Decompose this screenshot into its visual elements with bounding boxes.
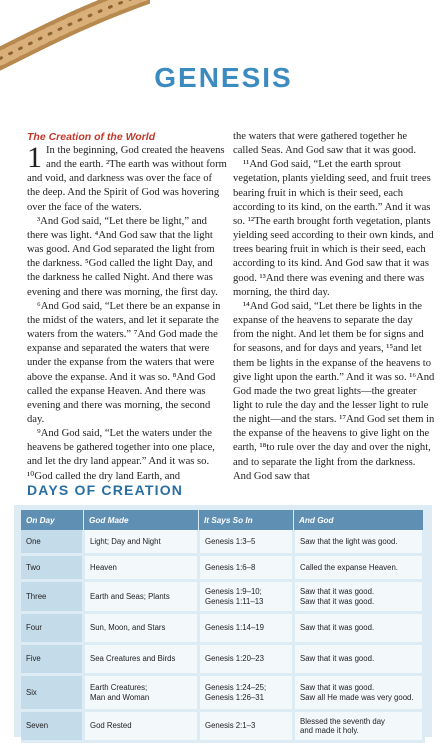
verse-paragraph-5: the waters that were gathered together he called Seas. And God saw that it was good.: [233, 131, 417, 157]
table-row: [21, 555, 424, 581]
god-made-cell: Earth Creatures; Man and Woman: [84, 675, 199, 711]
header-and-god: And God: [294, 510, 424, 530]
and-god-cell: Saw that it was good.: [294, 644, 424, 675]
reference-cell: Genesis 1:9–10; Genesis 1:11–13: [199, 581, 294, 613]
verse-paragraph-4: ⁹And God said, “Let the waters under the heavens be gathered together into one place, and let the dry land appear.” And it was so. ¹⁰God called the dry land Earth, and: [27, 428, 215, 482]
verse-paragraph-2: ³And God said, “Let there be light,” and there was light. ⁴And God saw that the light was good. And God separated the light from the darkness. ⁵God called the light Day, and the darkness he called Night. And there was evening and there was morning, the first day.: [27, 215, 218, 298]
verse-paragraph-1: [27, 141, 227, 215]
left-column: [27, 130, 227, 484]
chapter-number: 1: [27, 141, 42, 174]
reference-cell: Genesis 1:14–19: [199, 613, 294, 644]
god-made-cell: God Rested: [84, 711, 199, 742]
days-of-creation-panel: [14, 505, 432, 737]
table-row: [21, 711, 424, 742]
day-cell: Three: [21, 581, 84, 613]
table-header-row: [21, 510, 424, 530]
day-cell: Seven: [21, 711, 84, 742]
verse-paragraph-7: ¹⁴And God said, “Let there be lights in the expanse of the heavens to separate the day from the night. And let them be for signs and for seasons, and for days and years, ¹⁵and let them be lights in the expanse of the heavens to give light upon the earth.” And it was so. ¹⁶And God made the two great lights—the greater light to rule the day and the lesser light to rule the night—and the stars. ¹⁷And God set them in the expanse of the heavens to give light on the earth, ¹⁸to rule over the day and over the night, and to separate the light from the darkness. And God saw that: [233, 300, 435, 482]
and-god-cell: Saw that the light was good.: [294, 530, 424, 555]
god-made-cell: Heaven: [84, 555, 199, 581]
days-of-creation-table: [21, 510, 425, 743]
section-heading: The Creation of the World: [27, 131, 156, 143]
header-it-says-so-in: It Says So In: [199, 510, 294, 530]
day-cell: One: [21, 530, 84, 555]
and-god-cell: Called the expanse Heaven.: [294, 555, 424, 581]
table-row: [21, 613, 424, 644]
reference-cell: Genesis 1:6–8: [199, 555, 294, 581]
reference-cell: Genesis 2:1–3: [199, 711, 294, 742]
god-made-cell: Earth and Seas; Plants: [84, 581, 199, 613]
reference-cell: Genesis 1:20–23: [199, 644, 294, 675]
table-title: DAYS OF CREATION: [27, 482, 184, 498]
table-row: [21, 581, 424, 613]
header-god-made: God Made: [84, 510, 199, 530]
verse-paragraph-3: ⁶And God said, “Let there be an expanse in the midst of the waters, and let it separate the waters from the waters.” ⁷And God made the expanse and separated the waters that were under the expanse from the waters that were above the expanse. And it was so. ⁸And God called the expanse Heaven. And there was evening and there was morning, the second day.: [27, 300, 221, 425]
table-row: [21, 675, 424, 711]
and-god-cell: Saw that it was good. Saw all He made was very good.: [294, 675, 424, 711]
god-made-cell: Sun, Moon, and Stars: [84, 613, 199, 644]
table-row: [21, 530, 424, 555]
and-god-cell: Saw that it was good. Saw that it was good.: [294, 581, 424, 613]
verse-paragraph-6: ¹¹And God said, “Let the earth sprout vegetation, plants yielding seed, and fruit trees bearing fruit in which is their seed, each according to its kind, on the earth.” And it was so. ¹²The earth brought forth vegetation, plants yielding seed according to their own kinds, and trees bearing fruit in which is their seed, each according to its kind. And God saw that it was good. ¹³And there was evening and there was morning, the third day.: [233, 159, 434, 298]
right-column: [233, 130, 435, 484]
day-cell: Four: [21, 613, 84, 644]
reference-cell: Genesis 1:24–25; Genesis 1:26–31: [199, 675, 294, 711]
table-row: [21, 644, 424, 675]
reference-cell: Genesis 1:3–5: [199, 530, 294, 555]
book-title: GENESIS: [154, 62, 293, 93]
and-god-cell: Saw that it was good.: [294, 613, 424, 644]
day-cell: Five: [21, 644, 84, 675]
god-made-cell: Light; Day and Night: [84, 530, 199, 555]
header-on-day: On Day: [21, 510, 84, 530]
paragraph-text: In the beginning, God created the heavens and the earth. ²The earth was without form and void, and darkness was over the face of the deep. And the Spirit of God was hovering over the face of the waters.: [27, 145, 227, 213]
god-made-cell: Sea Creatures and Birds: [84, 644, 199, 675]
day-cell: Six: [21, 675, 84, 711]
day-cell: Two: [21, 555, 84, 581]
and-god-cell: Blessed the seventh day and made it holy.: [294, 711, 424, 742]
